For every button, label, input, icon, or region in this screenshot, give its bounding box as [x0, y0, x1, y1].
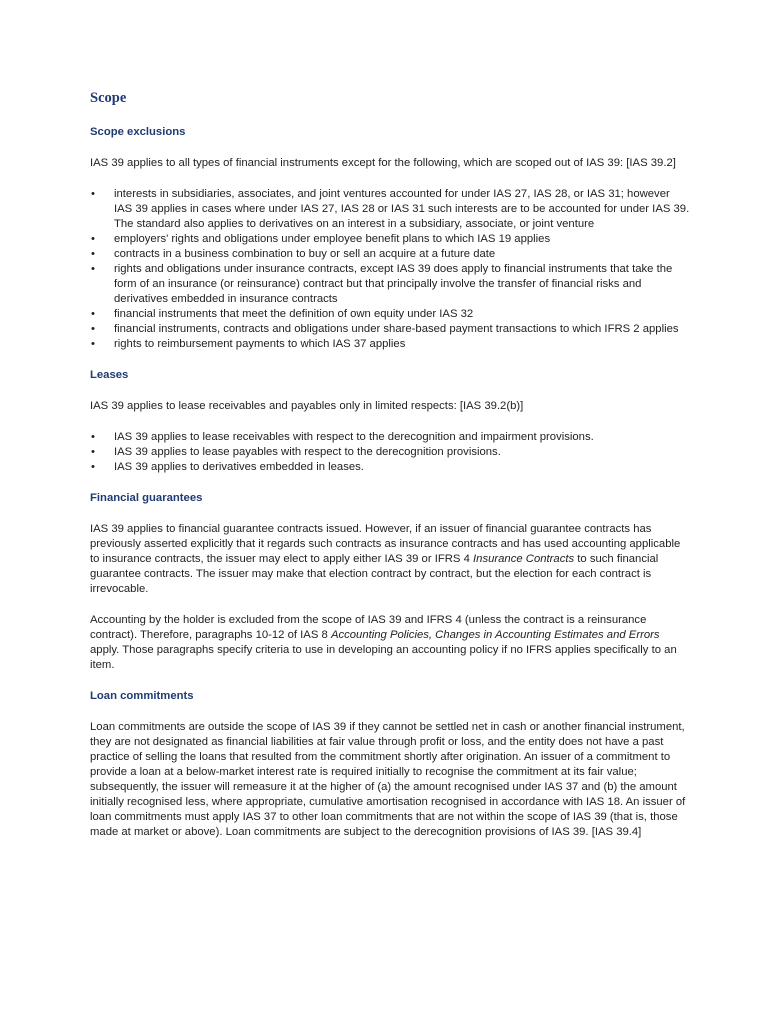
- heading-leases: Leases: [90, 369, 129, 381]
- document-content: [90, 88, 690, 856]
- bullet-icon: •: [91, 233, 95, 245]
- list-item: • contracts in a business combination to buy or sell an acquire at a future date: [91, 248, 496, 260]
- scope-exclusions-intro: IAS 39 applies to all types of financial instruments except for the following, which are scoped out of IAS 39: [IAS 39.2]: [90, 157, 676, 169]
- leases-list: [90, 430, 690, 475]
- page-title: Scope: [90, 90, 127, 106]
- bullet-icon: •: [91, 431, 95, 443]
- financial-guarantees-paragraph-2: Accounting by the holder is excluded from the scope of IAS 39 and IFRS 4 (unless the contract is a reinsurance contract). Therefore, paragraphs 10-12 of IAS 8 Accounting Policies, Changes in Accounting Estimates and Errors apply. Those paragraphs specify criteria to use in developing an accounting policy if no IFRS applies specifically to an item.: [90, 614, 677, 671]
- bullet-icon: •: [91, 188, 95, 200]
- list-item: • rights and obligations under insurance contracts, except IAS 39 does apply to financial instruments that take the form of an insurance (or reinsurance) contract but that principally involve the transfer of financial risks and derivatives embedded in insurance contracts: [91, 263, 673, 305]
- bullet-icon: •: [91, 308, 95, 320]
- list-item: • interests in subsidiaries, associates, and joint ventures accounted for under IAS 27, IAS 28, or IAS 31; however IAS 39 applies in cases where under IAS 27, IAS 28 or IAS 31 such interests are to be accounted for under IAS 39. The standard also applies to derivatives on an interest in a subsidiary, associate, or joint venture: [91, 188, 690, 230]
- leases-intro: IAS 39 applies to lease receivables and payables only in limited respects: [IAS 39.2(b)]: [90, 400, 524, 412]
- bullet-icon: •: [91, 338, 95, 350]
- heading-financial-guarantees: Financial guarantees: [90, 492, 203, 504]
- loan-commitments-paragraph: Loan commitments are outside the scope of IAS 39 if they cannot be settled net in cash or another financial instrument, they are not designated as financial liabilities at fair value through profit or loss, and the entity does not have a past practice of selling the loans that resulted from the commitment shortly after origination. An issuer of a commitment to provide a loan at a below-market interest rate is required initially to recognise the commitment at its fair value; subsequently, the issuer will remeasure it at the higher of (a) the amount recognised under IAS 37 and (b) the amount initially recognised less, where appropriate, cumulative amortisation recognised in accordance with IAS 18. An issuer of loan commitments must apply IAS 37 to other loan commitments that are not within the scope of IAS 39 (that is, those made at market or above). Loan commitments are subject to the derecognition provisions of IAS 39. [IAS 39.4]: [90, 721, 686, 838]
- bullet-icon: •: [91, 446, 95, 458]
- bullet-icon: •: [91, 248, 95, 260]
- list-item: • IAS 39 applies to lease payables with respect to the derecognition provisions.: [91, 446, 501, 458]
- bullet-icon: •: [91, 263, 95, 275]
- financial-guarantees-paragraph-1: IAS 39 applies to financial guarantee contracts issued. However, if an issuer of financial guarantee contracts has previously asserted explicitly that it regards such contracts as insurance contracts and has used accounting applicable to insurance contracts, the issuer may elect to apply either IAS 39 or IFRS 4 Insurance Contracts to such financial guarantee contracts. The issuer may make that election contract by contract, but the election for each contract is irrevocable.: [90, 523, 681, 595]
- heading-loan-commitments: Loan commitments: [90, 690, 194, 702]
- bullet-icon: •: [91, 461, 95, 473]
- list-item: • financial instruments that meet the definition of own equity under IAS 32: [91, 308, 474, 320]
- list-item: • financial instruments, contracts and obligations under share-based payment transactions to which IFRS 2 applies: [91, 323, 679, 335]
- heading-scope-exclusions: Scope exclusions: [90, 126, 186, 138]
- scope-exclusions-list: [90, 187, 690, 352]
- list-item: • rights to reimbursement payments to which IAS 37 applies: [91, 338, 406, 350]
- list-item: • employers' rights and obligations under employee benefit plans to which IAS 19 applies: [91, 233, 551, 245]
- list-item: • IAS 39 applies to lease receivables with respect to the derecognition and impairment provisions.: [91, 431, 594, 443]
- list-item: • IAS 39 applies to derivatives embedded in leases.: [91, 461, 364, 473]
- bullet-icon: •: [91, 323, 95, 335]
